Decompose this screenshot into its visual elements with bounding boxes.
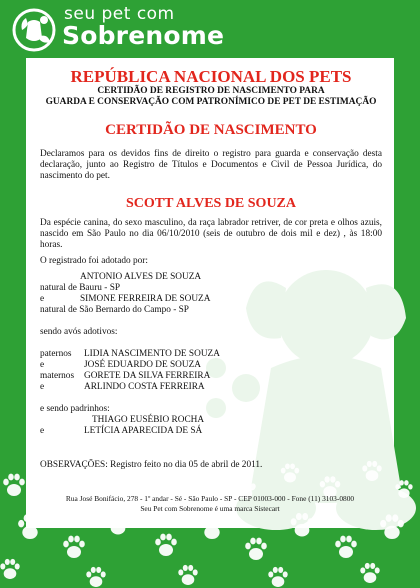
paternal-label: paternos (40, 349, 72, 359)
connector-e: e (40, 360, 45, 370)
certificate-title: CERTIDÃO DE NASCIMENTO (105, 122, 317, 138)
adopter-2-name: SIMONE FERREIRA DE SOUZA (80, 294, 211, 304)
adopter-2-row (40, 294, 382, 305)
connector-e: e (40, 426, 45, 436)
logo-big-text: Sobrenome (62, 21, 225, 50)
pet-name: SCOTT ALVES DE SOUZA (125, 196, 297, 211)
adopter-1-origin: natural de Bauru - SP (40, 283, 121, 293)
certificate-content (40, 68, 382, 471)
republic-heading: REPÚBLICA NACIONAL DOS PETS (70, 67, 352, 86)
godparent-row-2 (40, 426, 382, 437)
logo-small-text: seu pet com (64, 4, 175, 24)
grandparents-label: sendo avós adotivos: (40, 327, 118, 337)
footer-address: Rua José Bonifácio, 278 - 1º andar - Sé - São Paulo - SP - CEP 01003-000 - Fone (11) 3103-0800 (65, 494, 355, 503)
maternal-grandparent-1: GORETE DA SILVA FERREIRA (84, 371, 211, 381)
adopter-2-origin: natural de São Bernardo do Campo - SP (40, 305, 189, 315)
maternal-label: maternos (40, 371, 75, 381)
godparents-label: e sendo padrinhos: (40, 404, 110, 414)
brand-logo (6, 2, 225, 56)
paternal-row-1 (40, 349, 382, 360)
subtitle-line-1: CERTIDÃO DE REGISTRO DE NASCIMENTO PARA (97, 86, 325, 96)
godparent-2: LETÍCIA APARECIDA DE SÁ (84, 426, 203, 436)
paternal-grandparent-1: LIDIA NASCIMENTO DE SOUZA (84, 349, 220, 359)
maternal-grandparent-2: ARLINDO COSTA FERREIRA (84, 382, 205, 392)
pet-description: Da espécie canina, do sexo masculino, da raça labrador retriver, de cor preta e olhos azuis, nascido em São Paulo no dia 06/10/2010 (seis de outubro de dois mil e dez) , às 18:00 horas. (40, 218, 382, 250)
connector-e: e (40, 294, 45, 304)
paternal-grandparent-2: JOSÉ EDUARDO DE SOUZA (84, 360, 201, 370)
adopted-label: O registrado foi adotado por: (40, 256, 148, 266)
maternal-row-1 (40, 371, 382, 382)
paw-prints-decoration (0, 458, 420, 588)
connector-e: e (40, 382, 45, 392)
godparent-1: THIAGO EUSÉBIO ROCHA (92, 415, 205, 425)
pet-silhouette-logo-icon (10, 6, 58, 54)
subtitle-line-2: GUARDA E CONSERVAÇÃO COM PATRONÍMICO DE PET DE ESTIMAÇÃO (45, 97, 377, 107)
observations: OBSERVAÇÕES: Registro feito no dia 05 de abril de 2011. (40, 460, 263, 470)
maternal-row-2 (40, 382, 382, 393)
adopter-1-name: ANTONIO ALVES DE SOUZA (80, 272, 202, 282)
footer-brand-note: Seu Pet com Sobrenome é uma marca Sistecart (140, 504, 280, 513)
paternal-row-2 (40, 360, 382, 371)
declaration-paragraph: Declaramos para os devidos fins de direito o registro para guarda e conservação desta declaração, junto ao Registro de Títulos e Documentos e Civil de Pessoa Jurídica, do nascimento do pet. (40, 149, 382, 181)
